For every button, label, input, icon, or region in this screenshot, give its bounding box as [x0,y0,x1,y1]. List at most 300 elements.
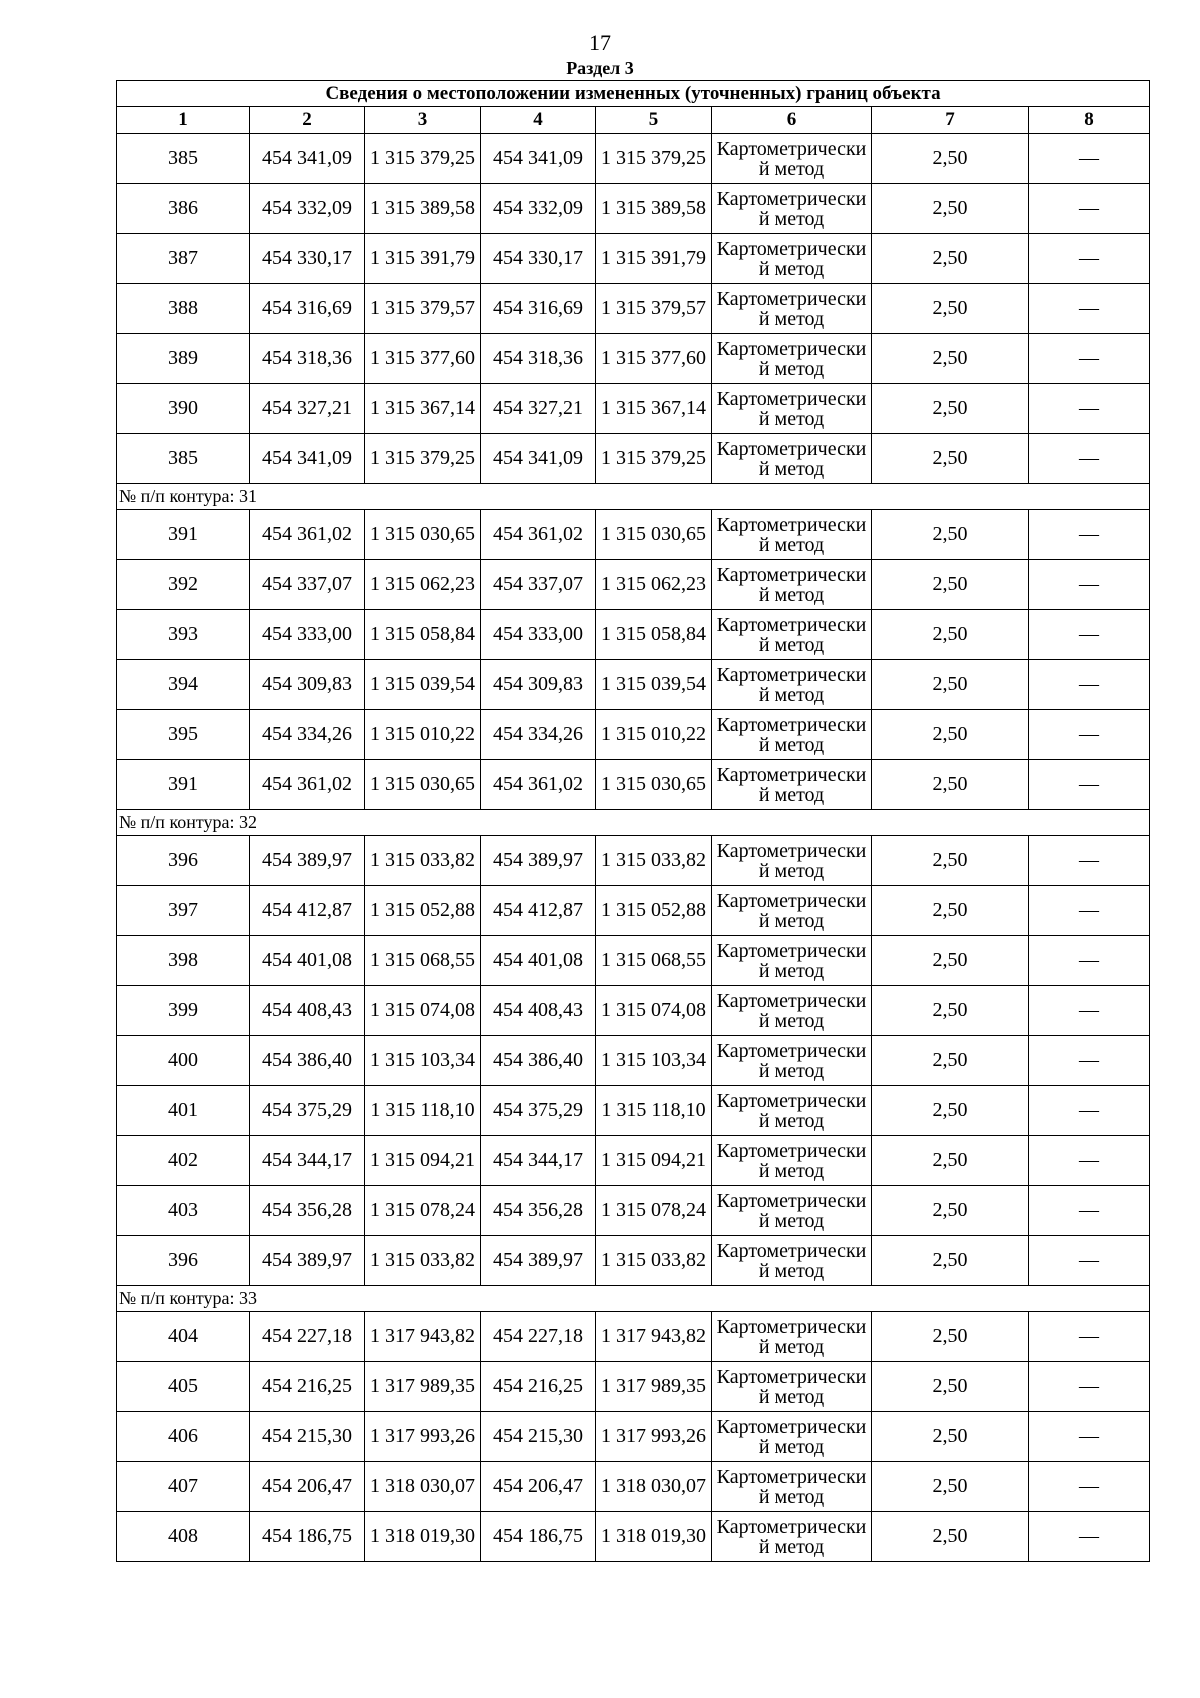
description-dash: — [1029,660,1150,710]
method-line-1: Картометрически [716,1189,867,1212]
new-x: 454 216,25 [481,1362,596,1412]
accuracy: 2,50 [872,134,1029,184]
method-line-1: Картометрически [716,1239,867,1262]
boundary-coordinates-table [116,80,1150,1562]
description-dash: — [1029,610,1150,660]
description-dash: — [1029,1362,1150,1412]
new-y: 1 315 033,82 [596,1236,712,1286]
new-y: 1 315 074,08 [596,986,712,1036]
new-y: 1 315 033,82 [596,836,712,886]
accuracy: 2,50 [872,610,1029,660]
point-number: 402 [117,1136,250,1186]
existing-y: 1 315 074,08 [365,986,481,1036]
accuracy: 2,50 [872,434,1029,484]
table-row [117,836,1150,886]
column-number: 4 [481,107,596,134]
method-line-1: Картометрически [716,1039,867,1062]
point-number: 399 [117,986,250,1036]
new-x: 454 389,97 [481,1236,596,1286]
accuracy: 2,50 [872,760,1029,810]
column-number: 8 [1029,107,1150,134]
method-line-2: й метод [758,1259,825,1282]
new-x: 454 316,69 [481,284,596,334]
new-y: 1 315 068,55 [596,936,712,986]
point-number: 405 [117,1362,250,1412]
method-line-1: Картометрически [716,713,867,736]
description-dash: — [1029,434,1150,484]
accuracy: 2,50 [872,660,1029,710]
new-y: 1 315 039,54 [596,660,712,710]
new-y: 1 315 391,79 [596,234,712,284]
point-number: 398 [117,936,250,986]
new-x: 454 215,30 [481,1412,596,1462]
method-line-1: Картометрически [716,437,867,460]
accuracy: 2,50 [872,1362,1029,1412]
description-dash: — [1029,936,1150,986]
existing-y: 1 315 030,65 [365,510,481,560]
method-cell [712,1512,872,1562]
point-number: 392 [117,560,250,610]
point-number: 385 [117,134,250,184]
method-line-2: й метод [758,407,825,430]
method-line-1: Картометрически [716,137,867,160]
column-number: 3 [365,107,481,134]
table-row [117,1236,1150,1286]
method-line-1: Картометрически [716,563,867,586]
method-line-1: Картометрически [716,1365,867,1388]
table-row [117,560,1150,610]
point-number: 396 [117,836,250,886]
existing-y: 1 315 052,88 [365,886,481,936]
method-line-2: й метод [758,1385,825,1408]
table-row [117,284,1150,334]
method-line-1: Картометрически [716,763,867,786]
method-line-2: й метод [758,357,825,380]
method-line-1: Картометрически [716,1315,867,1338]
description-dash: — [1029,1462,1150,1512]
existing-y: 1 315 367,14 [365,384,481,434]
new-y: 1 315 094,21 [596,1136,712,1186]
method-line-2: й метод [758,307,825,330]
existing-y: 1 315 058,84 [365,610,481,660]
accuracy: 2,50 [872,936,1029,986]
new-x: 454 227,18 [481,1312,596,1362]
column-number: 6 [712,107,872,134]
description-dash: — [1029,284,1150,334]
accuracy: 2,50 [872,886,1029,936]
new-x: 454 337,07 [481,560,596,610]
new-y: 1 318 019,30 [596,1512,712,1562]
point-number: 385 [117,434,250,484]
accuracy: 2,50 [872,384,1029,434]
column-number: 7 [872,107,1029,134]
existing-y: 1 315 078,24 [365,1186,481,1236]
new-y: 1 315 058,84 [596,610,712,660]
contour-header-row [117,1286,1150,1312]
description-dash: — [1029,1186,1150,1236]
description-dash: — [1029,1312,1150,1362]
existing-y: 1 315 094,21 [365,1136,481,1186]
new-x: 454 375,29 [481,1086,596,1136]
new-x: 454 332,09 [481,184,596,234]
new-y: 1 315 367,14 [596,384,712,434]
accuracy: 2,50 [872,1512,1029,1562]
existing-x: 454 186,75 [250,1512,365,1562]
new-x: 454 356,28 [481,1186,596,1236]
description-dash: — [1029,1512,1150,1562]
new-x: 454 361,02 [481,510,596,560]
accuracy: 2,50 [872,1462,1029,1512]
table-row [117,1362,1150,1412]
method-line-2: й метод [758,633,825,656]
method-cell [712,134,872,184]
method-line-2: й метод [758,1009,825,1032]
new-x: 454 309,83 [481,660,596,710]
existing-x: 454 412,87 [250,886,365,936]
method-cell [712,936,872,986]
description-dash: — [1029,560,1150,610]
method-line-2: й метод [758,683,825,706]
table-row [117,1412,1150,1462]
method-line-2: й метод [758,733,825,756]
existing-y: 1 318 019,30 [365,1512,481,1562]
method-cell [712,334,872,384]
description-dash: — [1029,334,1150,384]
accuracy: 2,50 [872,1086,1029,1136]
table-row [117,936,1150,986]
method-line-2: й метод [758,1109,825,1132]
method-cell [712,1086,872,1136]
new-y: 1 317 993,26 [596,1412,712,1462]
existing-y: 1 317 989,35 [365,1362,481,1412]
new-y: 1 317 943,82 [596,1312,712,1362]
method-cell [712,1036,872,1086]
point-number: 394 [117,660,250,710]
existing-y: 1 315 033,82 [365,1236,481,1286]
method-cell [712,1236,872,1286]
existing-x: 454 227,18 [250,1312,365,1362]
existing-y: 1 318 030,07 [365,1462,481,1512]
method-line-1: Картометрически [716,663,867,686]
method-line-1: Картометрически [716,1415,867,1438]
existing-y: 1 315 389,58 [365,184,481,234]
point-number: 397 [117,886,250,936]
new-x: 454 206,47 [481,1462,596,1512]
table-row [117,710,1150,760]
new-x: 454 333,00 [481,610,596,660]
point-number: 396 [117,1236,250,1286]
accuracy: 2,50 [872,836,1029,886]
table-body [117,81,1150,1562]
accuracy: 2,50 [872,184,1029,234]
method-line-2: й метод [758,1209,825,1232]
table-row [117,660,1150,710]
table-row [117,1036,1150,1086]
method-line-1: Картометрически [716,237,867,260]
method-cell [712,836,872,886]
method-line-1: Картометрически [716,513,867,536]
table-row [117,986,1150,1036]
new-x: 454 412,87 [481,886,596,936]
existing-y: 1 315 377,60 [365,334,481,384]
description-dash: — [1029,1236,1150,1286]
method-cell [712,560,872,610]
contour-label: № п/п контура: 33 [117,1286,1150,1312]
method-cell [712,234,872,284]
method-cell [712,384,872,434]
method-line-2: й метод [758,207,825,230]
table-row [117,760,1150,810]
description-dash: — [1029,510,1150,560]
point-number: 401 [117,1086,250,1136]
existing-x: 454 318,36 [250,334,365,384]
method-line-2: й метод [758,783,825,806]
existing-y: 1 315 379,25 [365,434,481,484]
contour-header-row [117,484,1150,510]
existing-y: 1 315 039,54 [365,660,481,710]
method-line-1: Картометрически [716,1515,867,1538]
method-line-1: Картометрически [716,187,867,210]
method-line-2: й метод [758,1335,825,1358]
description-dash: — [1029,1086,1150,1136]
page-number: 17 [589,30,611,55]
existing-x: 454 316,69 [250,284,365,334]
existing-x: 454 341,09 [250,134,365,184]
column-number-row [117,107,1150,134]
section-title: Раздел 3 [566,58,634,78]
table-row [117,1312,1150,1362]
existing-x: 454 337,07 [250,560,365,610]
new-x: 454 389,97 [481,836,596,886]
accuracy: 2,50 [872,284,1029,334]
new-y: 1 315 062,23 [596,560,712,610]
new-x: 454 330,17 [481,234,596,284]
point-number: 388 [117,284,250,334]
description-dash: — [1029,384,1150,434]
table-row [117,134,1150,184]
table-caption: Сведения о местоположении измененных (уточненных) границ объекта [117,81,1150,107]
new-x: 454 341,09 [481,134,596,184]
description-dash: — [1029,710,1150,760]
description-dash: — [1029,986,1150,1036]
method-line-2: й метод [758,909,825,932]
existing-x: 454 216,25 [250,1362,365,1412]
existing-x: 454 309,83 [250,660,365,710]
description-dash: — [1029,836,1150,886]
new-y: 1 315 389,58 [596,184,712,234]
contour-label: № п/п контура: 31 [117,484,1150,510]
method-line-1: Картометрически [716,839,867,862]
method-line-2: й метод [758,1159,825,1182]
method-line-1: Картометрически [716,889,867,912]
method-cell [712,1462,872,1512]
new-x: 454 408,43 [481,986,596,1036]
point-number: 403 [117,1186,250,1236]
method-line-1: Картометрически [716,1139,867,1162]
method-cell [712,986,872,1036]
existing-y: 1 315 103,34 [365,1036,481,1086]
method-cell [712,1186,872,1236]
point-number: 406 [117,1412,250,1462]
method-line-1: Картометрически [716,387,867,410]
method-cell [712,760,872,810]
accuracy: 2,50 [872,234,1029,284]
new-y: 1 315 078,24 [596,1186,712,1236]
description-dash: — [1029,886,1150,936]
existing-y: 1 315 010,22 [365,710,481,760]
method-line-2: й метод [758,533,825,556]
table-row [117,334,1150,384]
description-dash: — [1029,184,1150,234]
table-row [117,434,1150,484]
point-number: 407 [117,1462,250,1512]
point-number: 408 [117,1512,250,1562]
point-number: 390 [117,384,250,434]
method-cell [712,710,872,760]
description-dash: — [1029,234,1150,284]
method-cell [712,886,872,936]
table-row [117,384,1150,434]
accuracy: 2,50 [872,1236,1029,1286]
description-dash: — [1029,1136,1150,1186]
new-y: 1 315 030,65 [596,760,712,810]
existing-x: 454 206,47 [250,1462,365,1512]
new-y: 1 315 379,57 [596,284,712,334]
existing-y: 1 315 030,65 [365,760,481,810]
existing-x: 454 344,17 [250,1136,365,1186]
accuracy: 2,50 [872,986,1029,1036]
point-number: 391 [117,760,250,810]
method-cell [712,610,872,660]
new-y: 1 315 377,60 [596,334,712,384]
existing-y: 1 315 068,55 [365,936,481,986]
new-y: 1 315 103,34 [596,1036,712,1086]
existing-x: 454 361,02 [250,510,365,560]
new-y: 1 315 379,25 [596,434,712,484]
method-cell [712,434,872,484]
table-row [117,886,1150,936]
method-cell [712,1362,872,1412]
existing-x: 454 332,09 [250,184,365,234]
method-line-1: Картометрически [716,989,867,1012]
column-number: 5 [596,107,712,134]
table-row [117,234,1150,284]
method-line-2: й метод [758,1535,825,1558]
existing-y: 1 315 379,25 [365,134,481,184]
point-number: 393 [117,610,250,660]
description-dash: — [1029,1412,1150,1462]
existing-y: 1 317 943,82 [365,1312,481,1362]
accuracy: 2,50 [872,1036,1029,1086]
table-row [117,184,1150,234]
method-cell [712,510,872,560]
existing-x: 454 361,02 [250,760,365,810]
accuracy: 2,50 [872,1312,1029,1362]
description-dash: — [1029,1036,1150,1086]
existing-x: 454 334,26 [250,710,365,760]
existing-y: 1 315 033,82 [365,836,481,886]
accuracy: 2,50 [872,560,1029,610]
accuracy: 2,50 [872,510,1029,560]
method-line-1: Картометрически [716,287,867,310]
method-cell [712,284,872,334]
method-line-2: й метод [758,1485,825,1508]
new-y: 1 315 118,10 [596,1086,712,1136]
accuracy: 2,50 [872,710,1029,760]
existing-x: 454 386,40 [250,1036,365,1086]
new-y: 1 315 052,88 [596,886,712,936]
point-number: 404 [117,1312,250,1362]
new-y: 1 318 030,07 [596,1462,712,1512]
existing-x: 454 327,21 [250,384,365,434]
existing-y: 1 315 391,79 [365,234,481,284]
existing-x: 454 375,29 [250,1086,365,1136]
new-y: 1 315 379,25 [596,134,712,184]
existing-x: 454 401,08 [250,936,365,986]
existing-x: 454 408,43 [250,986,365,1036]
accuracy: 2,50 [872,1136,1029,1186]
method-line-2: й метод [758,959,825,982]
method-cell [712,1312,872,1362]
table-row [117,610,1150,660]
column-number: 2 [250,107,365,134]
new-y: 1 317 989,35 [596,1362,712,1412]
method-cell [712,660,872,710]
description-dash: — [1029,134,1150,184]
accuracy: 2,50 [872,1412,1029,1462]
point-number: 389 [117,334,250,384]
existing-x: 454 333,00 [250,610,365,660]
method-line-1: Картометрически [716,613,867,636]
method-line-2: й метод [758,457,825,480]
existing-x: 454 341,09 [250,434,365,484]
existing-y: 1 315 118,10 [365,1086,481,1136]
new-y: 1 315 010,22 [596,710,712,760]
existing-x: 454 330,17 [250,234,365,284]
description-dash: — [1029,760,1150,810]
new-x: 454 344,17 [481,1136,596,1186]
table-row [117,510,1150,560]
existing-y: 1 317 993,26 [365,1412,481,1462]
existing-x: 454 215,30 [250,1412,365,1462]
method-line-2: й метод [758,583,825,606]
column-number: 1 [117,107,250,134]
method-cell [712,184,872,234]
accuracy: 2,50 [872,334,1029,384]
table-row [117,1186,1150,1236]
new-x: 454 318,36 [481,334,596,384]
point-number: 400 [117,1036,250,1086]
existing-x: 454 389,97 [250,1236,365,1286]
method-cell [712,1412,872,1462]
table-caption-row [117,81,1150,107]
method-line-1: Картометрически [716,337,867,360]
table-row [117,1086,1150,1136]
new-x: 454 327,21 [481,384,596,434]
new-x: 454 334,26 [481,710,596,760]
contour-label: № п/п контура: 32 [117,810,1150,836]
table-row [117,1512,1150,1562]
new-x: 454 186,75 [481,1512,596,1562]
new-x: 454 401,08 [481,936,596,986]
new-x: 454 386,40 [481,1036,596,1086]
method-line-1: Картометрически [716,1089,867,1112]
table-row [117,1462,1150,1512]
method-cell [712,1136,872,1186]
method-line-2: й метод [758,157,825,180]
point-number: 391 [117,510,250,560]
existing-x: 454 356,28 [250,1186,365,1236]
